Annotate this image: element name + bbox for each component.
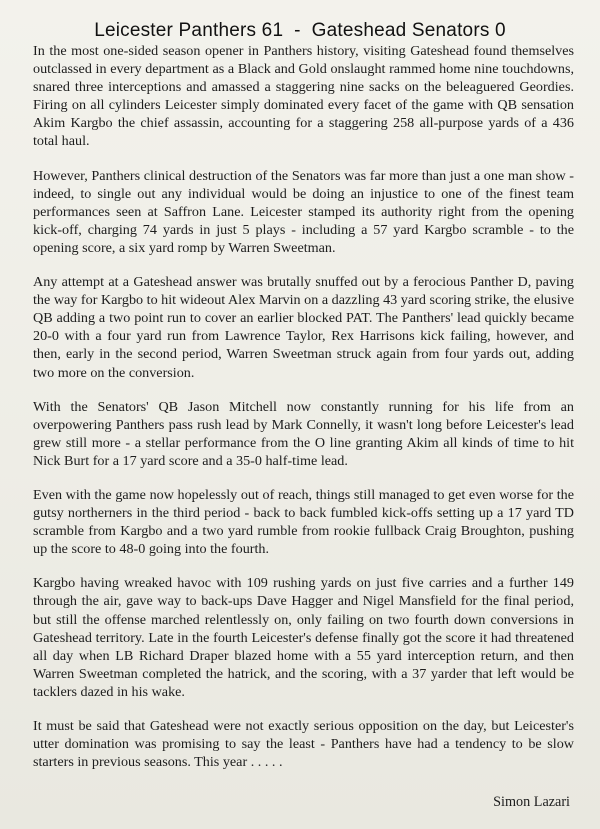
paragraph-2: However, Panthers clinical destruction of the Senators was far more than just a one man show - indeed, to single out any individual would be doing an injustice to one of the finest team performances seen at Saffron Lane. Leicester stamped its authority right from the opening kick-off, charging 74 yards in just 5 plays - including a 57 yard Kargbo scramble - to the opening score, a six yard romp by Warren Sweetman.: [33, 167, 574, 256]
article-title: Leicester Panthers 61 - Gateshead Senators 0: [94, 19, 506, 41]
author-byline: Simon Lazari: [493, 794, 570, 810]
article-body: [33, 42, 574, 787]
paragraph-3: Any attempt at a Gateshead answer was brutally snuffed out by a ferocious Panther D, paving the way for Kargbo to hit wideout Alex Marvin on a dazzling 43 yard scoring strike, the elusive QB adding a two point run to cover an earlier blocked PAT. The Panthers' lead quickly became 20-0 with a four yard run from Lawrence Taylor, Rex Harrisons kick failing, however, and then, early in the second period, Warren Sweetman struck again from four yards out, adding two more on the conversion.: [33, 274, 574, 381]
paragraph-7: It must be said that Gateshead were not exactly serious opposition on the day, but Leicester's utter domination was promising to say the least - Panthers have had a tendency to be slow starters in previous seasons. This year . . . . .: [33, 718, 574, 771]
paragraph-6: Kargbo having wreaked havoc with 109 rushing yards on just five carries and a further 149 through the air, gave way to back-ups Dave Hagger and Nigel Mansfield for the final period, but still the offense marched relentlessly on, only failing on two fourth down conversions in Gateshead territory. Late in the fourth Leicester's defense finally got the score it had threatened all day when LB Richard Draper blazed home with a 55 yard interception return, and then Warren Sweetman completed the hatrick, and the scoring, with a 37 yarder that left would be tacklers dazed in his wake.: [33, 575, 574, 700]
paragraph-4: With the Senators' QB Jason Mitchell now constantly running for his life from an overpowering Panthers pass rush lead by Mark Connelly, it wasn't long before Leicester's lead grew still more - a stellar performance from the O line granting Akim all kinds of time to hit Nick Burt for a 17 yard score and a 35-0 half-time lead.: [33, 398, 574, 469]
paragraph-1: In the most one-sided season opener in Panthers history, visiting Gateshead found themselves outclassed in every department as a Black and Gold onslaught rammed home nine touchdowns, snared three interceptions and amassed a staggering nine sacks on the beleaguered Geordies. Firing on all cylinders Leicester simply dominated every facet of the game with QB sensation Akim Kargbo the chief assassin, accounting for a staggering 258 all-purpose yards of a 436 total haul.: [33, 43, 574, 150]
paragraph-5: Even with the game now hopelessly out of reach, things still managed to get even worse for the gutsy northerners in the third period - back to back fumbled kick-offs setting up a 17 yard TD scramble from Kargbo and a two yard rumble from rookie fullback Craig Broughton, pushing up the score to 48-0 going into the fourth.: [33, 486, 574, 558]
